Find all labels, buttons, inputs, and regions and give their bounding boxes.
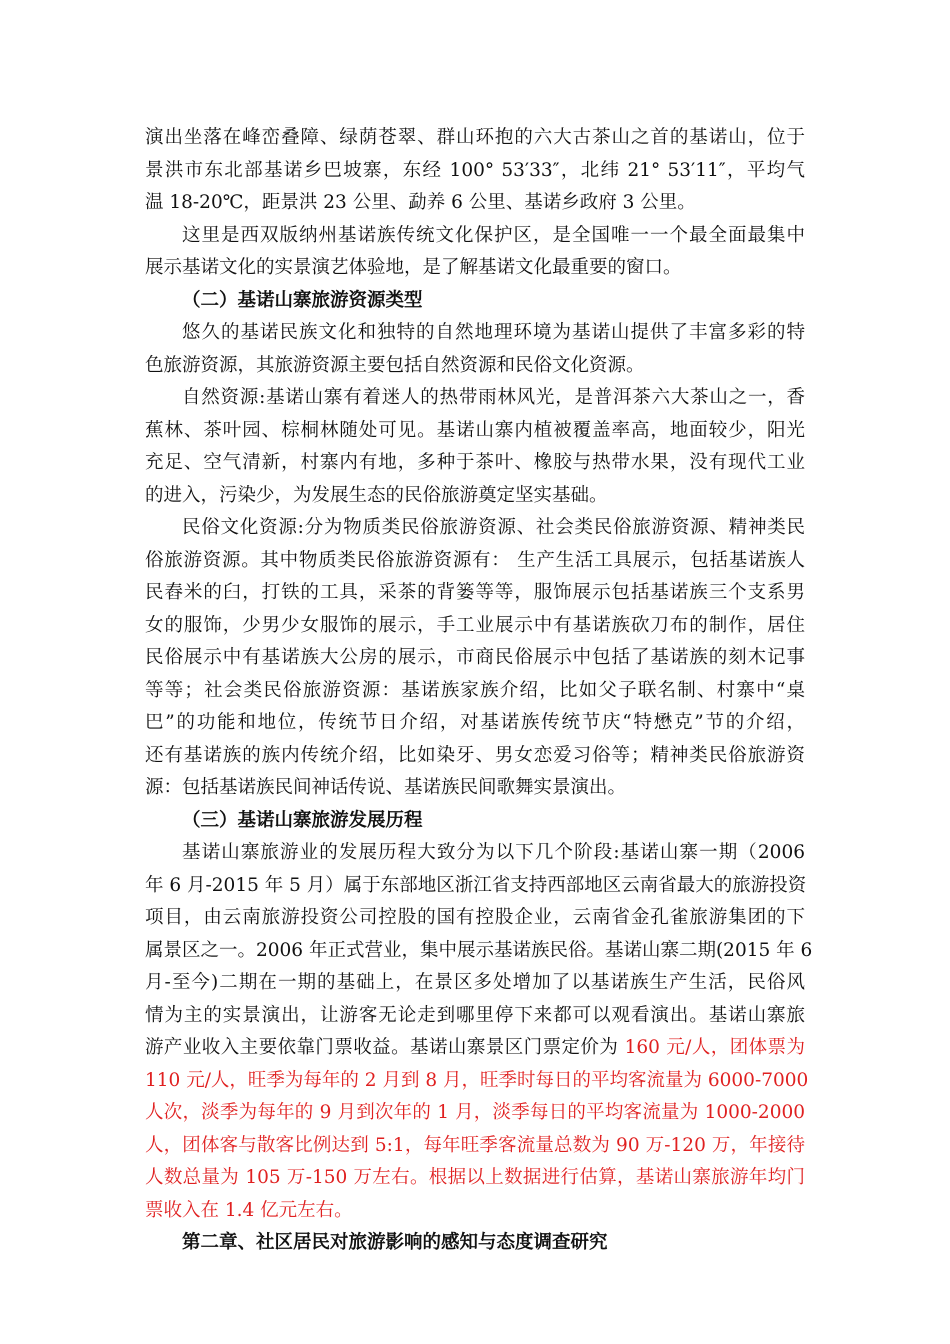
paragraph-resource-intro xyxy=(145,317,805,382)
text-line: 景洪市东北部基诺乡巴坡寨，东经 100° 53′33″，北纬 21° 53′11″，平均气 xyxy=(145,159,805,181)
text-line: 色旅游资源，其旅游资源主要包括自然资源和民俗文化资源。 xyxy=(145,354,645,376)
paragraph-development-history xyxy=(145,837,813,1227)
text-line: 等等；社会类民俗旅游资源：基诺族家族介绍，比如父子联名制、村寨中“桌 xyxy=(145,679,805,701)
paragraph-intro xyxy=(145,122,805,220)
highlighted-text: 160 元/人，团体票为 xyxy=(624,1037,805,1058)
text-line: 还有基诺族的族内传统介绍，比如染牙、男女恋爱习俗等；精神类民俗旅游资 xyxy=(145,744,805,766)
text-segment: 游产业收入主要依靠门票收益。基诺山寨景区门票定价为 xyxy=(145,1037,625,1058)
section-heading-resource-types: （二）基诺山寨旅游资源类型 xyxy=(182,289,423,311)
text-line: 蕉林、茶叶园、棕桐林随处可见。基诺山寨内植被覆盖率高，地面较少，阳光 xyxy=(145,419,805,441)
chapter-heading: 第二章、社区居民对旅游影响的感知与态度调查研究 xyxy=(182,1232,608,1253)
text-line: 民俗展示中有基诺族大公房的展示，市商民俗展示中包括了基诺族的刻木记事 xyxy=(145,647,805,668)
highlighted-text-line: 110 元/人，旺季为每年的 2 月到 8 月，旺季时每日的平均客流量为 6000-7000 xyxy=(145,1069,809,1091)
text-line: 的进入，污染少，为发展生态的民俗旅游奠定坚实基础。 xyxy=(145,484,608,506)
text-line: 展示基诺文化的实景演艺体验地，是了解基诺文化最重要的窗口。 xyxy=(145,257,682,278)
text-line: 演出坐落在峰峦叠障、绿荫苍翠、群山环抱的六大古茶山之首的基诺山，位于 xyxy=(145,127,805,148)
text-line: 月-至今)二期在一期的基础上，在景区多处增加了以基诺族生产生活，民俗风 xyxy=(145,972,805,993)
highlighted-text-line: 人，团体客与散客比例达到 5:1，每年旺季客流量总数为 90 万-120 万，年接待 xyxy=(145,1134,805,1156)
text-line: 情为主的实景演出，让游客无论走到哪里停下来都可以观看演出。基诺山寨旅 xyxy=(145,1004,805,1026)
paragraph-natural-resources xyxy=(145,382,805,512)
highlighted-text-line: 人数总量为 105 万-150 万左右。根据以上数据进行估算，基诺山寨旅游年均门 xyxy=(145,1167,805,1188)
section-heading-development-history: （三）基诺山寨旅游发展历程 xyxy=(182,809,423,831)
text-line: 民俗文化资源:分为物质类民俗旅游资源、社会类民俗旅游资源、精神类民 xyxy=(182,517,805,538)
paragraph-protection-area xyxy=(145,220,805,285)
highlighted-text-line: 人次，淡季为每年的 9 月到次年的 1 月，淡季每日的平均客流量为 1000-2000 xyxy=(145,1102,805,1123)
text-line: 基诺山寨旅游业的发展历程大致分为以下几个阶段:基诺山寨一期（2006 xyxy=(182,842,805,863)
text-line: 女的服饰，少男少女服饰的展示，手工业展示中有基诺族砍刀布的制作，居住 xyxy=(145,614,805,636)
text-line: 属景区之一。2006 年正式营业，集中展示基诺族民俗。基诺山寨二期(2015 年 6 xyxy=(145,939,813,961)
text-line: 巴”的功能和地位，传统节日介绍，对基诺族传统节庆“特懋克”节的介绍， xyxy=(145,712,805,733)
document-page xyxy=(145,122,813,1260)
paragraph-folk-resources xyxy=(145,512,805,805)
highlighted-text-line: 票收入在 1.4 亿元左右。 xyxy=(145,1199,353,1221)
text-line-mixed xyxy=(145,1032,805,1065)
text-line: 悠久的基诺民族文化和独特的自然地理环境为基诺山提供了丰富多彩的特 xyxy=(182,322,805,343)
text-line: 这里是西双版纳州基诺族传统文化保护区，是全国唯一一个最全面最集中 xyxy=(182,224,805,246)
text-line: 项目，由云南旅游投资公司控股的国有控股企业，云南省金孔雀旅游集团的下 xyxy=(145,907,805,928)
text-line: 自然资源:基诺山寨有着迷人的热带雨林风光，是普洱茶六大茶山之一，香 xyxy=(182,387,805,408)
text-line: 温 18-20℃，距景洪 23 公里、勐养 6 公里、基诺乡政府 3 公里。 xyxy=(145,192,696,213)
text-line: 年 6 月-2015 年 5 月）属于东部地区浙江省支持西部地区云南省最大的旅游投资 xyxy=(145,874,807,896)
text-line: 充足、空气清新，村寨内有地，多种于茶叶、橡胶与热带水果，没有现代工业 xyxy=(145,452,805,473)
text-line: 源：包括基诺族民间神话传说、基诺族民间歌舞实景演出。 xyxy=(145,777,627,798)
text-line: 俗旅游资源。其中物质类民俗旅游资源有： 生产生活工具展示，包括基诺族人 xyxy=(145,549,805,571)
text-line: 民舂米的臼，打铁的工具，采茶的背篓等等，服饰展示包括基诺族三个支系男 xyxy=(145,582,805,603)
